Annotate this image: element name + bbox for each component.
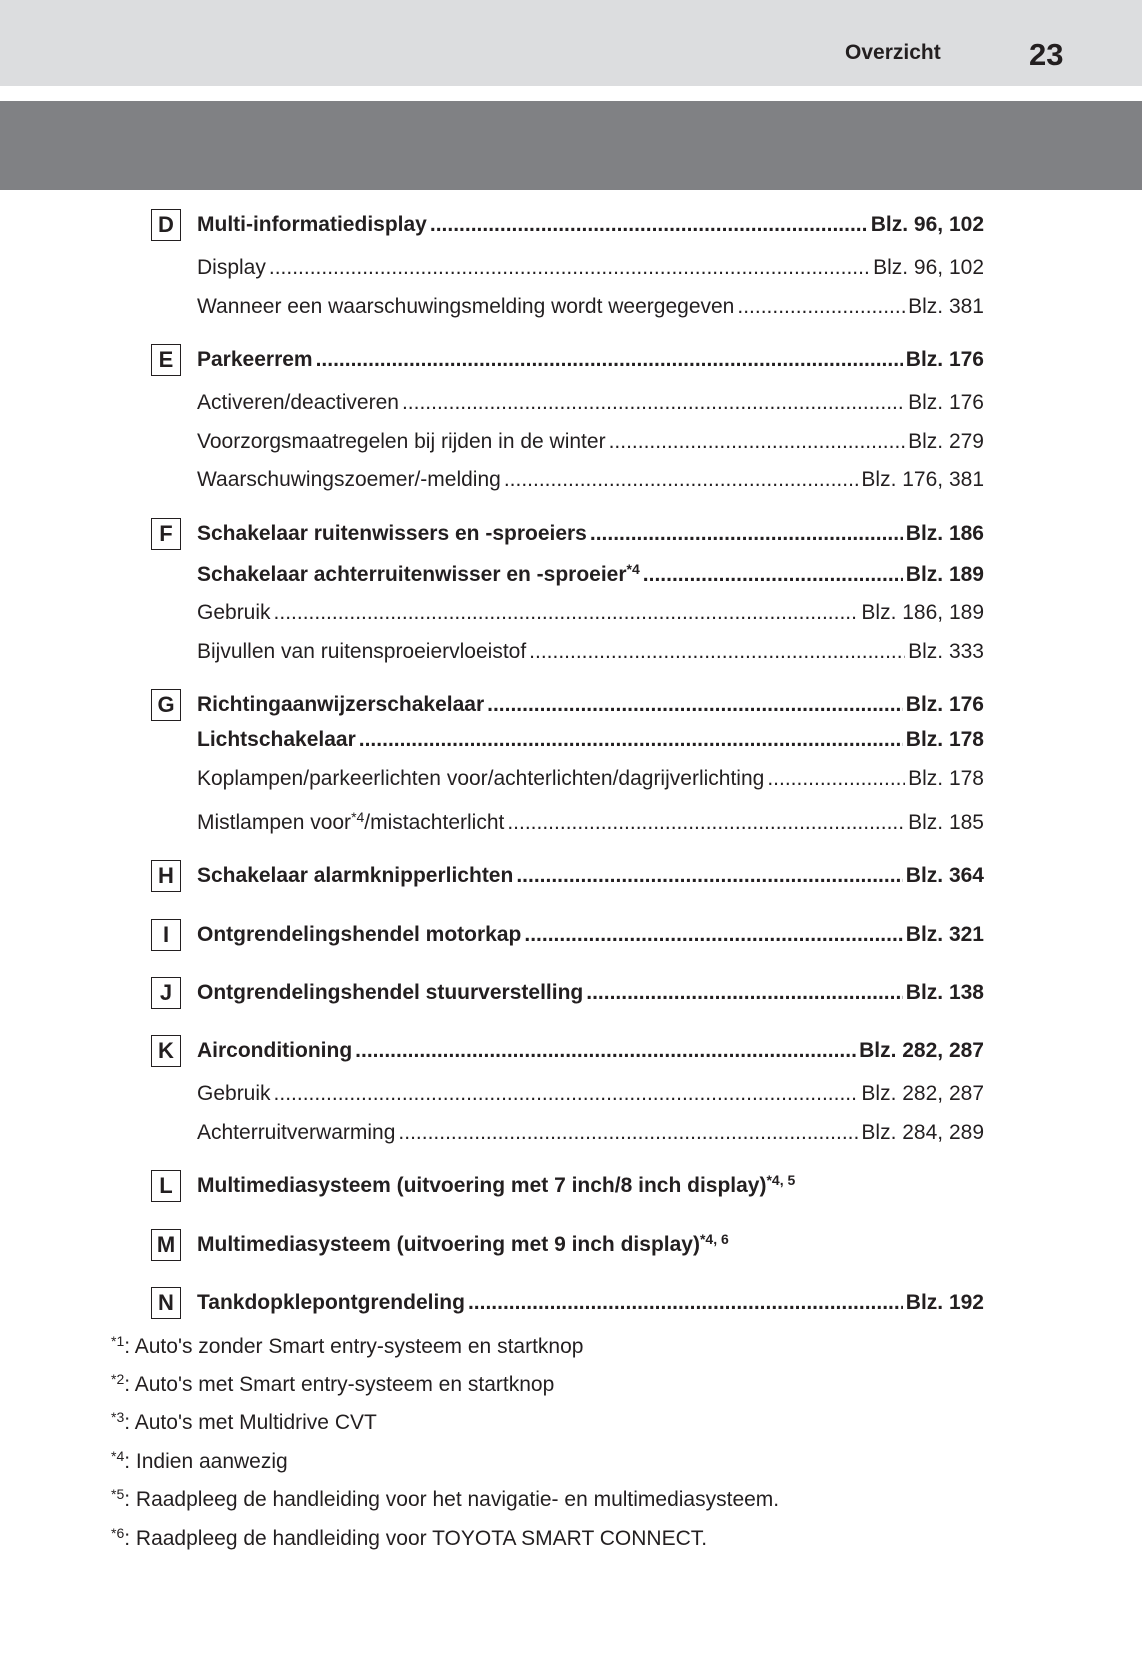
index-entry [197,765,984,793]
entry-label [197,921,521,949]
footnote-mark: *4 [111,1448,125,1464]
index-entry [197,1080,984,1108]
page-reference[interactable]: Blz. 96, 102 [873,256,984,279]
index-entry [197,1119,984,1147]
footnote-colon: : [124,1450,136,1473]
dot-leader [737,293,905,321]
page-reference[interactable]: Blz. 321 [905,923,984,946]
index-entry [197,254,984,282]
index-entry [197,346,984,374]
section-letter-box: F [151,518,181,550]
section-letter-box: H [151,860,181,892]
footnote [111,1333,583,1361]
index-entry [197,428,984,456]
dot-leader [586,979,903,1007]
index-entry [197,293,984,321]
dot-leader [524,921,902,949]
page-reference[interactable]: Blz. 176 [905,693,984,716]
footnote [111,1409,377,1437]
entry-label [197,1080,271,1108]
entry-label [197,691,484,719]
entry-text: Schakelaar ruitenwissers en -sproeiers [197,522,587,545]
section-letter-box: J [151,977,181,1009]
entry-label [197,726,356,754]
index-entry [197,979,984,1007]
entry-label [197,389,399,417]
section-letter-box: D [151,209,181,241]
footnote-text: Auto's met Multidrive CVT [134,1411,377,1434]
dot-leader [507,809,905,837]
page-reference[interactable]: Blz. 282, 287 [861,1082,984,1105]
index-entry [197,599,984,627]
footnote-ref: *4 [351,809,365,825]
entry-label [197,254,266,282]
entry-text: Schakelaar alarmknipperlichten [197,864,514,887]
footnote-colon: : [124,1527,136,1550]
section-letter-box: M [151,1229,181,1261]
index-entry [197,466,984,494]
footnote-colon: : [124,1488,136,1511]
index-entry [197,726,984,754]
entry-text: Activeren/deactiveren [197,391,399,414]
entry-text: Display [197,256,266,279]
entry-text: Bijvullen van ruitensproeiervloeistof [197,640,527,663]
entry-text: Multi-informatiedisplay [197,213,427,236]
page-reference[interactable]: Blz. 185 [908,811,984,834]
entry-text: Multimediasysteem (uitvoering met 9 inch display) [197,1233,700,1256]
entry-text: Lichtschakelaar [197,728,356,751]
entry-label [197,520,587,548]
entry-label [197,428,606,456]
entry-text: Richtingaanwijzerschakelaar [197,693,485,716]
entry-text: Ontgrendelingshendel motorkap [197,923,522,946]
page-reference[interactable]: Blz. 96, 102 [870,213,984,236]
section-letter-box: L [151,1170,181,1202]
index-entry [197,921,984,949]
page-reference[interactable]: Blz. 178 [905,728,984,751]
footnote-ref: *4, 6 [699,1231,729,1247]
entry-text: Schakelaar achterruitenwisser en -sproeier [197,563,627,586]
page-reference[interactable]: Blz. 333 [908,640,984,663]
entry-text: Koplampen/parkeerlichten voor/achterlichten/dagrijverlichting [197,767,765,790]
entry-text: Achterruitverwarming [197,1121,396,1144]
footnote [111,1486,779,1514]
footnote-mark: *6 [111,1525,125,1541]
entry-label [197,1231,729,1259]
section-letter-box: I [151,919,181,951]
entry-label [197,1119,395,1147]
footnote-mark: *1 [111,1333,125,1349]
entry-text: Gebruik [197,601,271,624]
index-entry [197,520,984,548]
dot-leader [402,389,905,417]
section-title: Overzicht [845,41,941,64]
page-reference[interactable]: Blz. 279 [908,430,984,453]
dot-leader [355,1037,856,1065]
entry-label [197,862,513,890]
section-letter-box: N [151,1287,181,1319]
footnote-ref: *4 [626,561,640,577]
index-entry [197,862,984,890]
dot-leader [430,211,868,239]
page-number: 23 [1029,37,1064,72]
page-header [0,0,1142,86]
section-letter-box: G [151,689,181,721]
entry-text: Ontgrendelingshendel stuurverstelling [197,981,584,1004]
index-entry [197,638,984,666]
footnote-colon: : [124,1373,135,1396]
dot-leader [643,561,903,589]
dot-leader [274,599,859,627]
footnote-text: Indien aanwezig [135,1450,288,1473]
footnote-mark: *2 [111,1371,125,1387]
page-reference[interactable]: Blz. 364 [905,864,984,887]
page-reference[interactable]: Blz. 186, 189 [861,601,984,624]
page-reference[interactable]: Blz. 284, 289 [861,1121,984,1144]
entry-label [197,765,764,793]
dot-leader [504,466,859,494]
entry-label [197,599,271,627]
footnote-mark: *3 [111,1409,125,1425]
page-reference[interactable]: Blz. 189 [905,563,984,586]
entry-text: Gebruik [197,1082,271,1105]
index-entry [197,561,984,589]
dot-leader [609,428,906,456]
page-reference[interactable]: Blz. 176 [908,391,984,414]
dot-leader [767,765,905,793]
header-band [0,101,1142,190]
entry-label [197,1289,465,1317]
entry-label [197,293,734,321]
index-entry [197,1037,984,1065]
footnote-ref: *4, 5 [766,1172,796,1188]
dot-leader [529,638,905,666]
entry-label [197,1037,352,1065]
entry-label [197,638,526,666]
entry-label [197,346,313,374]
entry-text: Tankdopklepontgrendeling [197,1291,465,1314]
footnote-colon: : [124,1335,135,1358]
entry-text: Wanneer een waarschuwingsmelding wordt weergegeven [197,295,735,318]
page-reference[interactable]: Blz. 176 [905,348,984,371]
entry-text: Mistlampen voor [197,811,352,834]
footnote [111,1525,707,1553]
section-letter-box: E [151,344,181,376]
entry-label [197,561,640,589]
entry-text-cont: /mistachterlicht [364,811,505,834]
dot-leader [516,862,902,890]
entry-label [197,979,583,1007]
footnote-text: Raadpleeg de handleiding voor het navigatie- en multimediasysteem. [135,1488,780,1511]
page-reference[interactable]: Blz. 192 [905,1291,984,1314]
footnote [111,1371,554,1399]
footnote-text: Auto's zonder Smart entry-systeem en startknop [134,1335,584,1358]
section-letter-box: K [151,1035,181,1067]
entry-label [197,466,501,494]
page-reference[interactable]: Blz. 186 [905,522,984,545]
dot-leader [269,254,870,282]
index-entry [197,211,984,239]
footnote [111,1448,288,1476]
footnote-text: Raadpleeg de handleiding voor TOYOTA SMART CONNECT. [135,1527,708,1550]
index-entry [197,809,984,837]
dot-leader [398,1119,858,1147]
footnote-colon: : [124,1411,135,1434]
page-reference[interactable]: Blz. 138 [905,981,984,1004]
dot-leader [274,1080,859,1108]
entry-text: Airconditioning [197,1039,353,1062]
entry-text: Multimediasysteem (uitvoering met 7 inch/8 inch display) [197,1174,767,1197]
dot-leader [590,520,903,548]
entry-label [197,211,427,239]
page-reference[interactable]: Blz. 282, 287 [859,1039,984,1062]
index-entry [197,389,984,417]
footnote-mark: *5 [111,1486,125,1502]
entry-text: Voorzorgsmaatregelen bij rijden in de winter [197,430,606,453]
dot-leader [487,691,903,719]
dot-leader [359,726,903,754]
index-entry [197,1231,984,1259]
entry-label [197,809,504,837]
entry-label [197,1172,795,1200]
index-entry [197,1172,984,1200]
footnote-text: Auto's met Smart entry-systeem en startknop [134,1373,555,1396]
entry-text: Parkeerrem [197,348,313,371]
page-reference[interactable]: Blz. 176, 381 [861,468,984,491]
entry-text: Waarschuwingszoemer/-melding [197,468,501,491]
dot-leader [468,1289,903,1317]
index-entry [197,691,984,719]
page-reference[interactable]: Blz. 381 [908,295,984,318]
dot-leader [316,346,903,374]
index-entry [197,1289,984,1317]
page-reference[interactable]: Blz. 178 [908,767,984,790]
